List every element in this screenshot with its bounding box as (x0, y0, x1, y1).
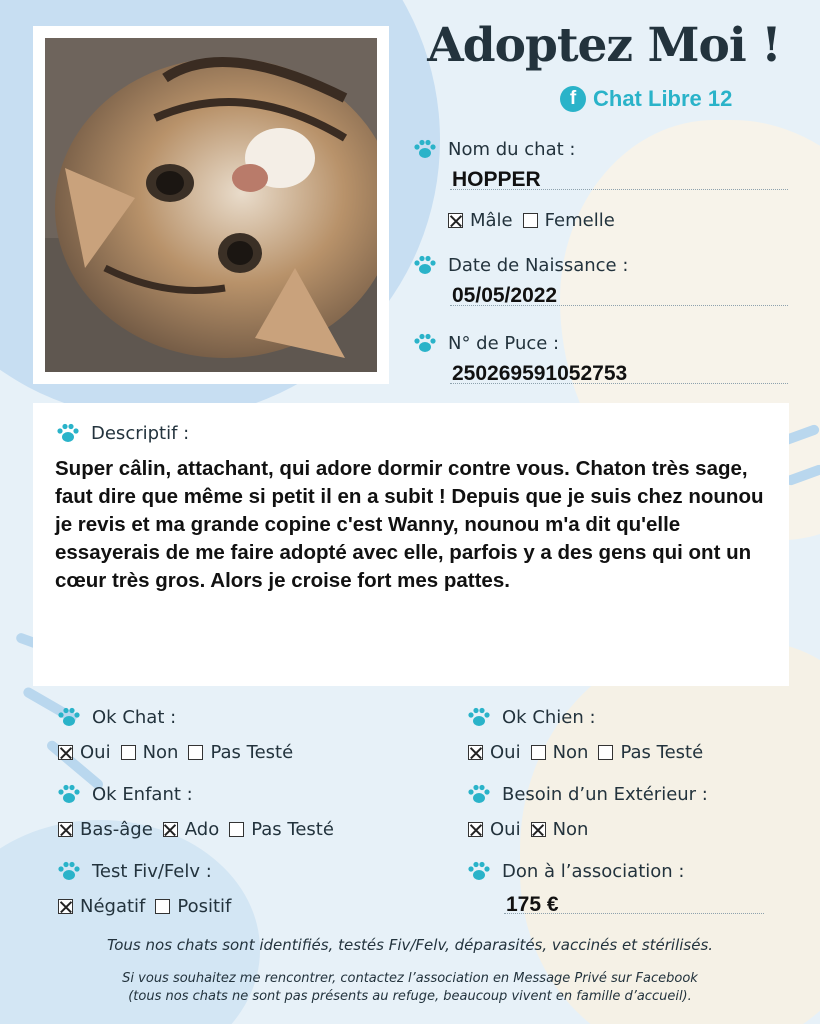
paw-icon (56, 860, 82, 882)
ok-chien-pas-teste-checkbox[interactable] (598, 745, 613, 760)
birth-value: 05/05/2022 (452, 284, 558, 307)
footer-note: Tous nos chats sont identifiés, testés Fiv/Felv, déparasités, vaccinés et stérilisés. (106, 936, 714, 954)
description-box (33, 403, 789, 686)
divider (450, 383, 788, 384)
fiv-negatif-checkbox[interactable] (58, 899, 73, 914)
paw-icon (412, 254, 438, 276)
paw-icon (466, 783, 492, 805)
ok-chat-options: Oui Non Pas Testé (58, 742, 303, 763)
exterieur-label: Besoin d’un Extérieur : (466, 783, 708, 805)
fiv-positif-checkbox[interactable] (155, 899, 170, 914)
ok-chien-options: Oui Non Pas Testé (468, 742, 713, 763)
ok-enfant-options: Bas-âge Ado Pas Testé (58, 819, 344, 840)
sex-options: Mâle Femelle (448, 210, 625, 231)
ok-chat-oui-checkbox[interactable] (58, 745, 73, 760)
description-label: Descriptif : (55, 422, 189, 444)
paw-icon (412, 332, 438, 354)
chip-value: 250269591052753 (452, 362, 628, 385)
facebook-page-name: Chat Libre 12 (593, 86, 733, 111)
don-label: Don à l’association : (466, 860, 684, 882)
ok-chat-label: Ok Chat : (56, 706, 176, 728)
ok-enfant-bas-age-checkbox[interactable] (58, 822, 73, 837)
birth-label: Date de Naissance : (412, 254, 628, 276)
don-value: 175 € (506, 893, 559, 916)
ok-enfant-label: Ok Enfant : (56, 783, 193, 805)
ok-enfant-ado-checkbox[interactable] (163, 822, 178, 837)
paw-icon (412, 138, 438, 160)
fiv-label: Test Fiv/Felv : (56, 860, 212, 882)
ok-chat-non-checkbox[interactable] (121, 745, 136, 760)
divider (450, 305, 788, 306)
ok-chien-label: Ok Chien : (466, 706, 596, 728)
facebook-link[interactable] (560, 86, 732, 112)
female-checkbox[interactable] (523, 213, 538, 228)
exterieur-options: Oui Non (468, 819, 598, 840)
exterieur-non-checkbox[interactable] (531, 822, 546, 837)
divider (504, 913, 764, 914)
paw-icon (466, 860, 492, 882)
paw-icon (56, 783, 82, 805)
description-text: Super câlin, attachant, qui adore dormir contre vous. Chaton très sage, faut dire que même si petit il en a subit ! Depuis que je suis chez nounou je revis et ma grande copine c'est Wanny, nounou m'a dit qu'elle essayerais de me faire adopté avec elle, parfois y a des gens qui ont un cœur très gros. Alors je croise fort mes pattes. (55, 457, 764, 592)
page-title: Adoptez Moi ! (427, 18, 781, 73)
ok-chat-pas-teste-checkbox[interactable] (188, 745, 203, 760)
name-label: Nom du chat : (412, 138, 575, 160)
ok-chien-oui-checkbox[interactable] (468, 745, 483, 760)
divider (450, 189, 788, 190)
ok-enfant-pas-teste-checkbox[interactable] (229, 822, 244, 837)
exterieur-oui-checkbox[interactable] (468, 822, 483, 837)
photo-frame (33, 26, 389, 384)
name-value: HOPPER (452, 168, 541, 191)
paw-icon (56, 706, 82, 728)
chip-label: N° de Puce : (412, 332, 559, 354)
ok-chien-non-checkbox[interactable] (531, 745, 546, 760)
male-checkbox[interactable] (448, 213, 463, 228)
paw-icon (466, 706, 492, 728)
fiv-options: Négatif Positif (58, 896, 241, 917)
footer-contact: Si vous souhaitez me rencontrer, contactez l’association en Message Privé sur Facebook (tous nos chats ne sont pas présents au refuge, beaucoup vivent en famille d’accueil). (122, 971, 698, 1004)
paw-icon (55, 422, 81, 444)
cat-photo (45, 38, 377, 372)
facebook-icon: f (560, 86, 586, 112)
